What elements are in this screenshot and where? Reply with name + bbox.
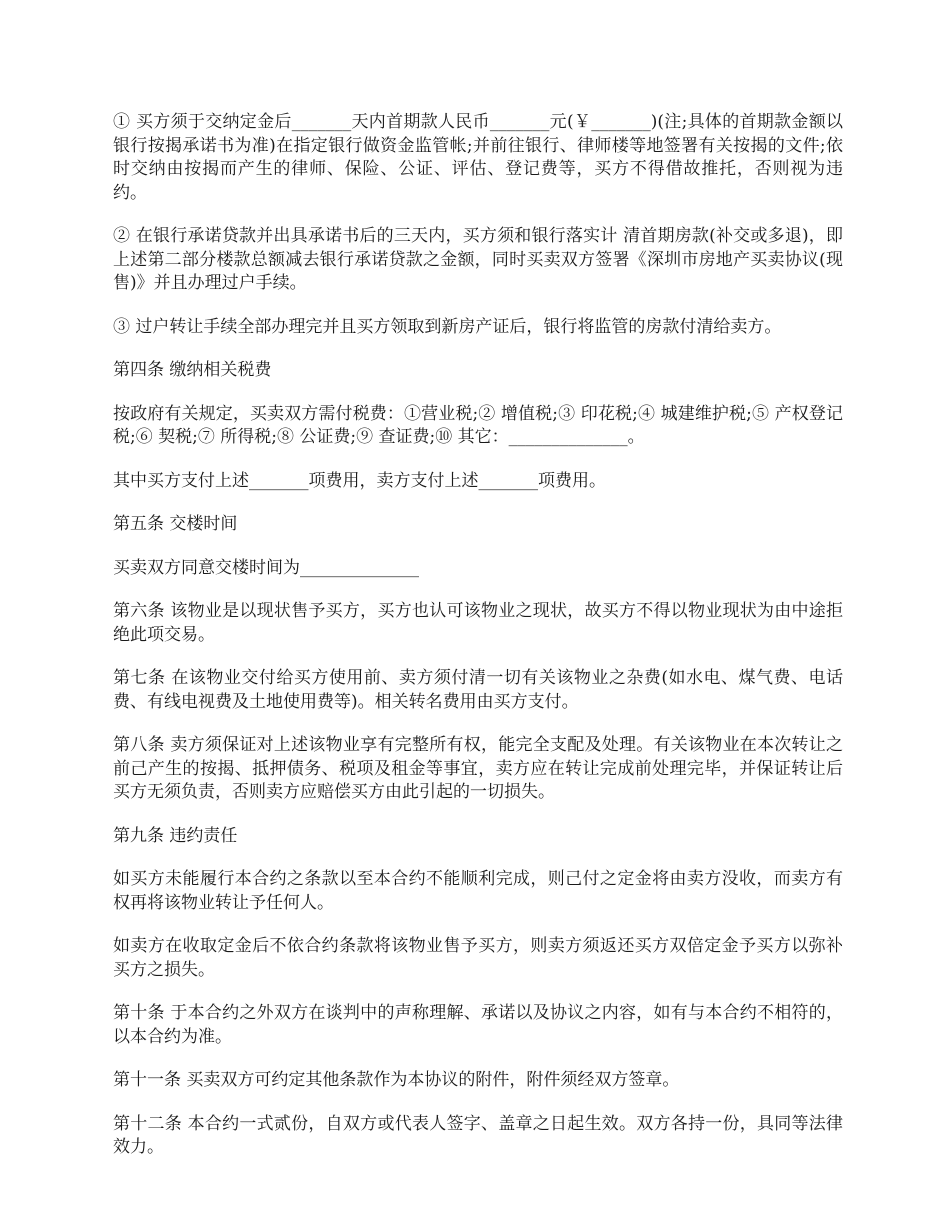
article-10: 第十条 于本合约之外双方在谈判中的声称理解、承诺以及协议之内容，如有与本合约不相符的，以本合约为准。: [113, 1003, 843, 1047]
article-4-tax-list: 按政府有关规定，买卖双方需付税费：①营业税;② 增值税;③ 印花税;④ 城建维护税;⑤ 产权登记税;⑥ 契税;⑦ 所得税;⑧ 公证费;⑨ 查证费;⑩ 其它：______________。: [113, 403, 843, 447]
article-7: 第七条 在该物业交付给买方使用前、卖方须付清一切有关该物业之杂费(如水电、煤气费、电话费、有线电视费及土地使用费等)。相关转名费用由买方支付。: [113, 668, 843, 712]
article-11: 第十一条 买卖双方可约定其他条款作为本协议的附件，附件须经双方签章。: [113, 1070, 680, 1090]
article-4-heading: 第四条 缴纳相关税费: [113, 360, 272, 380]
article-4-fee-split: 其中买方支付上述_______项费用，卖方支付上述_______项费用。: [113, 470, 606, 491]
article-8: 第八条 卖方须保证对上述该物业享有完整所有权，能完全支配及处理。有关该物业在本次转让之前己产生的按揭、抵押债务、税项及租金等事宜，卖方应在转让完成前处理完毕，并保证转让后买方无须负责，否则卖方应赔偿买方由此引起的一切损失。: [113, 735, 843, 802]
article-5-heading: 第五条 交楼时间: [113, 514, 238, 534]
clause-3-transfer-completion: ③ 过户转让手续全部办理完并且买方领取到新房产证后，银行将监管的房款付清给卖方。: [113, 316, 782, 337]
article-9-buyer-breach: 如买方未能履行本合约之条款以至本合约不能顺利完成，则己付之定金将由卖方没收，而卖方有权再将该物业转让予任何人。: [113, 869, 843, 913]
contract-page: [113, 111, 843, 1180]
article-9-seller-breach: 如卖方在收取定金后不依合约条款将该物业售予买方，则卖方须返还买方双倍定金予买方以弥补买方之损失。: [113, 936, 843, 980]
article-12: 第十二条 本合约一式贰份，自双方或代表人签字、盖章之日起生效。双方各持一份，具同等法律效力。: [113, 1113, 843, 1157]
article-5-handover-date: 买卖双方同意交楼时间为______________: [113, 557, 419, 578]
article-6: 第六条 该物业是以现状售予买方，买方也认可该物业之现状，故买方不得以物业现状为由中途拒绝此项交易。: [113, 601, 843, 645]
clause-1-down-payment: ① 买方须于交纳定金后_______天内首期款人民币_______元(￥_______)(注;具体的首期款金额以银行按揭承诺书为准)在指定银行做资金监管帐;并前往银行、律师楼等地签署有关按揭的文件;依时交纳由按揭而产生的律师、保险、公证、评估、登记费等，买方不得借故推托，否则视为违约。: [113, 112, 843, 203]
clause-2-loan-commitment: ② 在银行承诺贷款并出具承诺书后的三天内，买方须和银行落实计 清首期房款(补交或多退)，即上述第二部分楼款总额减去银行承诺贷款之金额，同时买卖双方签署《深圳市房地产买卖协议(现售)》并且办理过户手续。: [113, 226, 843, 293]
article-9-heading: 第九条 违约责任: [113, 825, 238, 846]
